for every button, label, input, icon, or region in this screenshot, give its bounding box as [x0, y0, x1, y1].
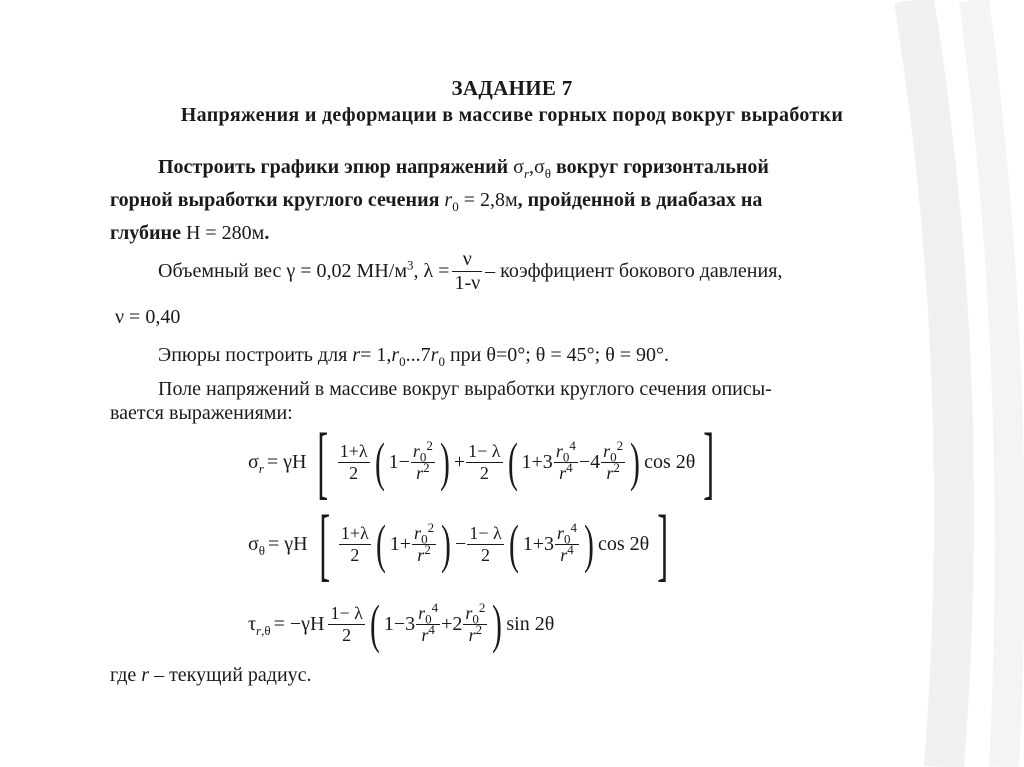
closing-line: где r – текущий радиус.	[110, 664, 312, 686]
paragraph-1-line-1: Построить графики эпюр напряжений $\sigma_r,\sigma_\theta$ вокруг горизонтальной	[158, 156, 769, 181]
paragraph-4-line-2: вается выражениями:	[110, 402, 293, 424]
paragraph-4-line-1: Поле напряжений в массиве вокруг выработки круглого сечения описы-	[158, 378, 772, 400]
task-title: ЗАДАНИЕ 7	[451, 76, 573, 100]
formula-tau: $\tau_{r,\theta}$ = −γH $\frac{1- \lambda}{2}$ ( 1−3 $\frac{r_0^4}{r^4}$ +2 $\frac{r_0^2}{r^2}$ ) sin 2θ	[248, 594, 555, 654]
task-subtitle: Напряжения и деформации в массиве горных пород вокруг выработки	[180, 104, 844, 126]
paragraph-3: Эпюры построить для $r= 1,r_0...7r_0$ при θ=0°; θ = 45°; θ = 90°.	[158, 344, 670, 369]
formula-sigma-r: $\sigma_r$ = γH [ $\frac{1+\lambda}{2}$ ( 1− $\frac{r_0^2}{r^2}$ ) + $\frac{1- \lambda}{2}$ ( 1+3 $\frac{r_0^4}{r^4}$ −4 $\frac{r_0^2}{r^2}$ ) cos 2θ ]	[248, 416, 715, 507]
formula-sigma-theta: $\sigma_\theta$ = γH [ $\frac{1+\lambda}{2}$ ( 1+ $\frac{r_0^2}{r^2}$ ) − $\frac{1- \lambda}{2}$ ( 1+3 $\frac{r_0^4}{r^4}$ ) cos 2θ ]	[248, 498, 669, 589]
lambda-fraction: $\frac{\nu}{1-\nu}$	[454, 248, 481, 294]
paragraph-1-line-2: горной выработки круглого сечения $r_0 = 2,8м$, пройденной в диабазах на	[110, 189, 763, 214]
paragraph-2-nu: ν = 0,40	[115, 306, 181, 328]
paragraph-2-line-1: Объемный вес γ = 0,02 $МН/м^3$ , λ = $\frac{\nu}{1-\nu}$ – коэффициент бокового давления,	[158, 248, 783, 294]
paragraph-1-line-3: глубине H = 280м.	[110, 222, 270, 244]
